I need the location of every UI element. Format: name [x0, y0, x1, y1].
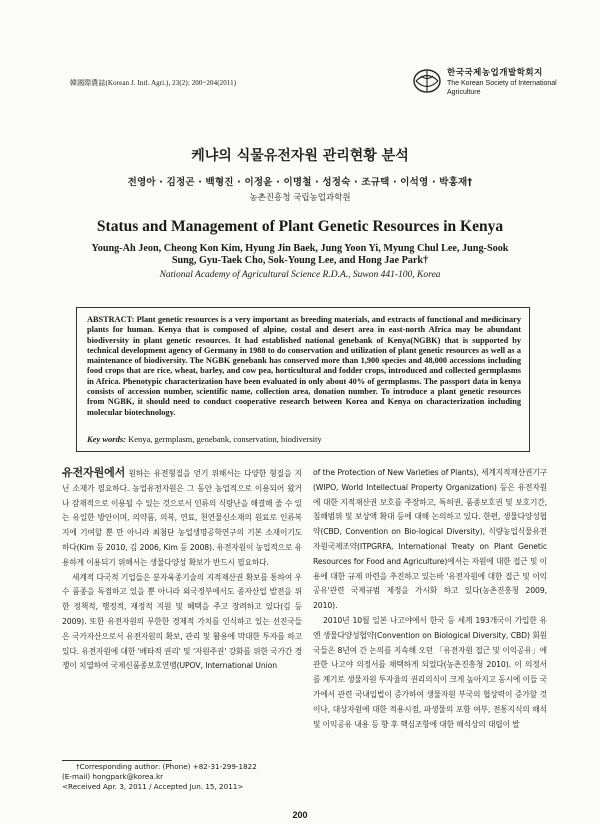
authors-korean: 전영아 · 김정곤 · 백형진 · 이정윤 · 이명철 · 성정숙 · 조규택 · 이석영 · 박홍재†	[127, 177, 473, 188]
footnote-divider	[62, 760, 172, 761]
authors-english: Young-Ah Jeon, Cheong Kon Kim, Hyung Jin Baek, Jung Yoon Yi, Myung Chul Lee, Jung-Sook Sung, Gyu-Taek Cho, Sok-Young Lee, and Hong Jae Park†	[91, 243, 509, 266]
affiliation-korean: 농촌진흥청 국립농업과학원	[249, 193, 351, 203]
abstract-box	[76, 307, 530, 452]
keywords-list: Kenya, germplasm, genebank, conservation, biodiversity	[128, 434, 322, 444]
journal-reference: 韓國際農誌(Korean J. Intl. Agri.), 23(2): 200~204(2011)	[70, 79, 237, 87]
footnote-corresponding: †Corresponding author: (Phone) +82-31-299-1822	[76, 762, 257, 771]
lead-word: 유전자원에서	[62, 466, 126, 479]
right-paragraph-2: 2010년 10월 일본 나고야에서 한국 등 세계 193개국이 가입한 유엔 생물다양성협약(Convention on Biological Diversity, CBD) 회원국들은 8년여 간 논의를 지속해 오던 「유전자원 접근 및 이익공유」에 관한 나고야 의정서를 채택하게 되었다(농촌진흥청 2010). 이 의정서를 계기로 생물자원 투자율의 권리의식이 크게 높아지고 동시에 이들 국가에서 관련 국내입법이 증가하여 생물자원 부국의 협상력이 증가할 것이나, 대상자원에 대한 적용시점, 파생물의 포함 여부, 전통지식의 해석 및 이익공유 내용 등 향 후 핵심조항에 대한 해석상의 대립이 발	[313, 615, 547, 729]
affiliation-english: National Academy of Agricultural Science R.D.A., Suwon 441-100, Korea	[159, 270, 441, 280]
footnote-received: <Received Apr. 3, 2011 / Accepted Jun. 15, 2011>	[62, 782, 244, 791]
society-name-kr: 한국국제농업개발학회지	[447, 68, 543, 78]
society-name-en-line1: The Korean Society of International	[447, 80, 557, 87]
abstract-text	[87, 315, 521, 418]
abstract-body: Plant genetic resources is a very important as breeding materials, and extracts of functional and medicinary plants for human. Kenya that is composed of alpine, costal and desert area in east-north Africa may be abundant biodiversity in plant genetic resources. It had established national genebank of Kenya(NGBK) that is supported by technical development agency of Germany in 1988 to do conservation and utilization of plant genetic resources as well as a maintenance of biodiversity. The NGBK genebank has conserved more than 1,900 species and 48,000 accessions including food crops that are rice, wheat, barley, and cow pea, horticultural and fodder crops, introduced and collected germplasms in Africa. Phenotypic characterization have been evaluated in only about 40% of germplasms. The passport data in kenya consists of accession number, scientific name, collection area, donation number. To introduce a plant genetic resources from NGBK, it should need to conduct cooperative research between Korea and Kenya on characterization including molecular biotechnology.	[87, 315, 521, 417]
page-number: 200	[292, 810, 308, 820]
society-logo-icon	[412, 68, 442, 94]
keywords-label: Key words:	[87, 434, 126, 444]
right-paragraph-1: of the Protection of New Varieties of Plants), 세계지적재산권기구(WIPO, World Intellectual Property Organization) 등은 유전자원에 대한 지적재산권 보호를 주장하고, 특허권, 품종보호권 및 보호기간, 침해범위 및 보상액 확대 등에 대해 논의하고 있다. 한편, 생물다양성협약(CBD, Convention on Bio-logical Diversity), 식량농업식물유전자원국제조약(ITPGRFA, International Treaty on Plant Genetic Resources for Food and Agriculture)에서는 자원에 대한 접근 및 이용에 대한 규제 마련을 추진하고 있는바 '유전자원에 대한 접근 및 이익공유'관련 국제규범 제정을 가시화 하고 있다(농촌진흥청 2009, 2010).	[313, 468, 547, 611]
title-korean: 케냐의 식물유전자원 관리현황 분석	[191, 148, 409, 164]
left-paragraph-2: 세계적 다국적 기업들은 분자육종기술의 지적재산권 확보를 통하여 우수 품종을 독점하고 있을 뿐 아니라 외국정부에서도 종자산업 발전을 위한 정책적, 행정적, 재정적 지원 및 혜택을 주고 장려하고 있다(김 등 2009). 또한 유전자원의 무한한 경제적 가치를 인식하고 있는 선진국들은 국가자산으로서 유전자원의 확보, 관리 및 활용에 막대한 투자를 하고 있다. 유전자원에 대한 '배타적 권리' 및 '자원주권' 강화를 위한 국가간 경쟁이 치열하여 국제신품종보호연맹(UPOV, International Union	[62, 572, 302, 671]
body-column-right	[313, 466, 547, 732]
society-name-en-line2: Agriculture	[447, 89, 481, 96]
title-english: Status and Management of Plant Genetic Resources in Kenya	[96, 218, 504, 235]
footnote-email: (E-mail) hongpark@korea.kr	[62, 772, 164, 781]
left-paragraph-1	[62, 466, 302, 571]
footnotes	[62, 762, 312, 792]
body-column-left	[62, 466, 302, 674]
society-header	[412, 64, 582, 102]
keywords	[87, 434, 322, 444]
left-paragraph-1-text: 원하는 유전형질을 얻기 위해서는 다양한 형질을 지닌 소재가 필요하다. 농업유전자원은 그 동안 농업적으로 이용되어 왔거나 잠재적으로 이용될 수 있는 것으로서 인류의 식량난을 해결해 줄 수 있는 유일한 방안이며, 의약품, 의복, 연료, 천연물신소재의 원료로 인류복지에 기여할 뿐 만 아니라 최첨단 농업생명공학연구의 기본 소재이기도 하다(Kim 등 2010, 김 2006, Kim 등 2008). 유전자원이 농업적으로 유용하게 이용되기 위해서는 생물다양성 확보가 반드시 필요하다.	[62, 469, 303, 567]
abstract-label: ABSTRACT:	[87, 315, 135, 324]
